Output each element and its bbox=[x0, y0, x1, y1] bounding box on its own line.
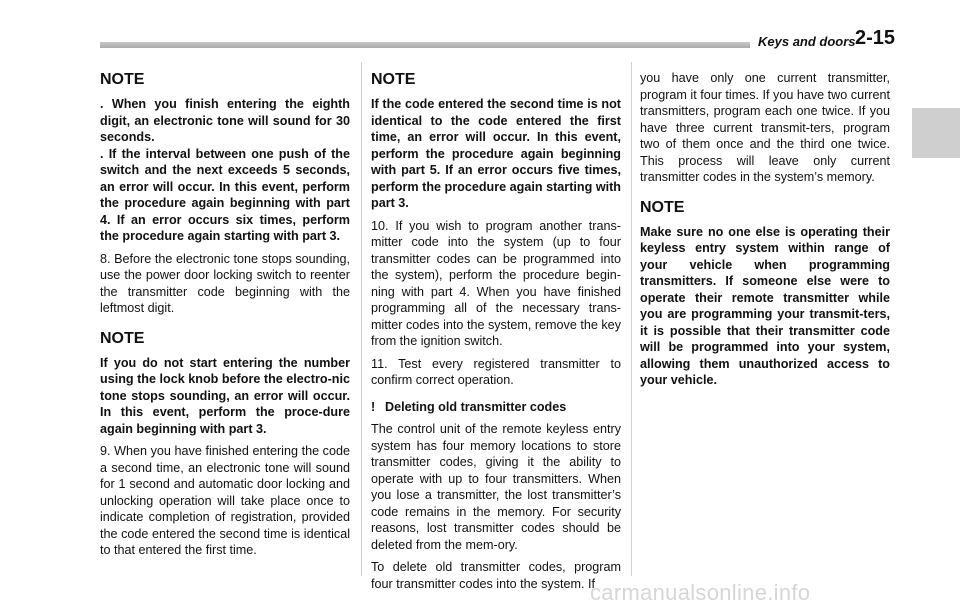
step-paragraph: 8. Before the electronic tone stops sounding, use the power door locking switch to reenter the transmitter code beginning with the leftmost digit. bbox=[100, 251, 350, 315]
page-number: 2-15 bbox=[855, 27, 896, 49]
body-paragraph: To delete old transmitter codes, program four transmitter codes into the system. If bbox=[371, 560, 621, 591]
header-rule bbox=[100, 42, 750, 48]
body-paragraph: you have only one current transmitter, program it four times. If you have two current transmitters, program each one twice. If you have three current transmit-ters, program two of them once and the third one twice. This process will leave only current transmitter codes in the system’s memory. bbox=[640, 71, 890, 184]
step-paragraph: 11. Test every registered transmitter to confirm correct operation. bbox=[371, 356, 621, 387]
chapter-thumb-tab bbox=[912, 108, 960, 158]
bullet-mark: . bbox=[100, 146, 104, 161]
note-text: If you do not start entering the number using the lock knob before the electro-nic tone stops sounding, an error will occur. In this event, perform the proce-dure again beginning with part 3. bbox=[100, 355, 350, 436]
column-right bbox=[640, 70, 890, 389]
note-heading: NOTE bbox=[100, 329, 145, 347]
bullet-mark: . bbox=[100, 97, 104, 111]
note-block bbox=[640, 198, 890, 389]
column-left bbox=[100, 70, 350, 559]
note-bullet bbox=[100, 96, 350, 146]
watermark: carmanualsonline.info bbox=[590, 580, 811, 605]
note-bullet-text: When you finish entering the eighth digit, an electronic tone will sound for 30 seconds. bbox=[100, 97, 351, 144]
note-heading: NOTE bbox=[371, 71, 416, 88]
section-heading-text: Deleting old transmitter codes bbox=[385, 399, 567, 414]
note-text: If the code entered the second time is not identical to the code entered the first time, an error will occur. In this event, perform the procedure again beginning with part 5. If an error occurs five times, perform the procedure again starting with part 3. bbox=[371, 97, 621, 210]
column-divider bbox=[631, 62, 632, 576]
section-title: Keys and doors bbox=[758, 34, 856, 49]
section-mark-icon: ! bbox=[371, 399, 376, 414]
step-paragraph: 9. When you have finished entering the code a second time, an electronic tone will sound for 1 second and automatic door locking and unlocking operation will take place once to indicate completion of registration, provided the code entered the second time is identical to that entered the first time. bbox=[100, 444, 350, 557]
note-bullet bbox=[100, 146, 350, 245]
column-middle bbox=[371, 70, 621, 592]
body-paragraph: The control unit of the remote keyless entry system has four memory locations to store transmitter codes, giving it the ability to operate with up to four transmitters. When you lose a transmitter, the lost transmitter’s code remains in the memory. For security reasons, lost transmitter codes should be deleted from the mem-ory. bbox=[371, 422, 621, 552]
step-paragraph: 10. If you wish to program another trans-mitter code into the system (up to four transmitter codes can be programmed into the system), perform the procedure begin-ning with part 4. When you have finished programming all of the necessary trans-mitter codes into the system, remove the key from the ignition switch. bbox=[371, 218, 621, 348]
column-divider bbox=[361, 62, 362, 576]
note-heading: NOTE bbox=[640, 198, 685, 216]
note-bullet-text: If the interval between one push of the switch and the next exceeds 5 seconds, an error will occur. In this event, perform the procedure again beginning with part 4. If an error occurs six times, perform the procedure again starting with part 3. bbox=[100, 146, 350, 243]
note-block bbox=[100, 329, 350, 438]
section-heading bbox=[371, 399, 621, 416]
note-text: Make sure no one else is operating their keyless entry system within range of your vehicle when programming transmitters. If someone else were to operate their remote transmitter while you are programming your transmit-ters, it is possible that their transmitter code will be programmed into your system, allowing them unauthorized access to your vehicle. bbox=[640, 224, 890, 387]
note-heading: NOTE bbox=[100, 71, 145, 88]
